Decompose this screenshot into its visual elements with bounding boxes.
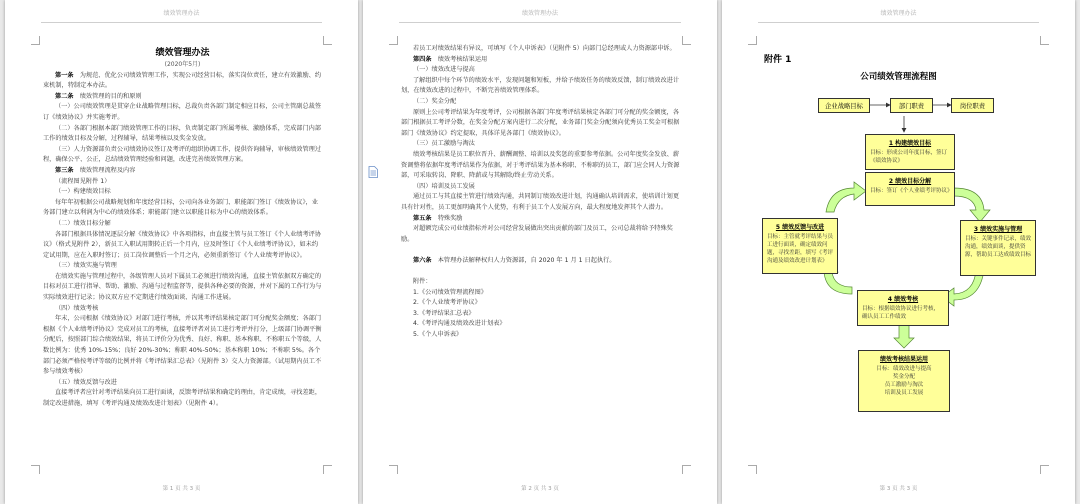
flow-step-4 — [857, 290, 949, 326]
clause-number: 第一条 — [55, 71, 74, 79]
paragraph: （三）员工激励与淘汰 — [413, 140, 475, 148]
step-title: 绩效考核结果运用 — [879, 356, 928, 363]
flow-step-3 — [960, 220, 1036, 276]
clause-heading — [401, 55, 681, 66]
paragraph: （二）绩效目标分解 — [55, 219, 111, 227]
paragraph: 对超额完成公司业绩指标并对公司经营发展做出突出贡献的部门及员工，公司总裁将给予特殊奖励。 — [401, 225, 673, 243]
paragraph: 绩效考核结果是员工职位晋升、薪酬调整、培训以及奖惩的重要参考依据。公司年度奖金发放、薪资调整将依据年度考评结果作为依据，对于考评结果为基本称职、不称职的员工，部门应会同人力资源部，可采取转岗、降职、降薪或与其解除/终止劳动关系。 — [401, 150, 680, 180]
page-body — [43, 46, 322, 410]
clause-text: 为规范、优化公司绩效管理工作，实现公司经营目标，落实岗位责任，建立有效激励、约束机制，特制定本办法。 — [43, 71, 322, 90]
step-desc: 目标：关键事件记录，绩效沟通，绩效面谈，提供资源，帮助员工达成绩效目标 — [965, 236, 1032, 258]
paragraph: （三）绩效实施与管理 — [55, 262, 117, 270]
clause-text: 特殊奖励 — [437, 214, 463, 222]
paragraph: 直接考评者应针对考评结果向员工进行面谈，反馈考评结果和确定的理由，肯定成绩，寻找差距，制定改进措施，填写《考评沟通及绩效改进计划表》（见附件 4）。 — [43, 389, 322, 407]
clause-text: 本管理办法解释权归人力资源部，自 2020 年 1 月 1 日起执行。 — [437, 256, 616, 264]
paragraph: 通过员工与其直接主管进行绩效沟通，共同制订绩效改进计划，沟通确认培训需求，使培训计划更具有针对性，员工更加明确其个人优势，有利于员工个人发展方向，最大程度地发挥其个人潜力。 — [401, 193, 680, 211]
step-desc: 目标：主管就考评结果与员工进行面谈，确定绩效问题，寻找差距，填写《考评沟通及绩效改进计划表》 — [767, 234, 834, 264]
flow-step-result — [858, 350, 950, 412]
step-title: 4 绩效考核 — [887, 296, 919, 303]
clause-number: 第五条 — [413, 214, 432, 222]
paragraph: 原则上公司考评结果为年度考评，公司根据各部门年度考评结果核定各部门可分配的奖金额度，各部门根据员工考评分数，在奖金分配方案内进行二次分配，业务部门奖金分配须向优秀员工奖金可根据部门《绩效协议》约定提取，具体详见各部门《绩效协议》。 — [401, 108, 680, 137]
paragraph: （流程图见附件 1） — [55, 177, 111, 185]
page-footer: 第 1 页 共 3 页 — [162, 486, 201, 492]
paragraph: 3.《考评结果汇总表》 — [413, 309, 475, 317]
clause-heading — [43, 71, 322, 92]
corner-mark — [682, 36, 691, 45]
page-header: 绩效管理办法 — [880, 10, 917, 17]
page-body — [401, 44, 681, 341]
blank-line — [401, 245, 681, 256]
step-title: 3 绩效实施与管理 — [973, 226, 1023, 233]
corner-mark — [323, 36, 332, 45]
paragraph: 1.《公司绩效管理流程图》 — [413, 288, 487, 296]
paragraph: （一）绩效改进与提高 — [413, 66, 475, 74]
clause-text: 绩效管理流程及内容 — [79, 166, 136, 174]
clause-heading — [43, 92, 322, 103]
paragraph: （一）公司绩效管理是贯穿企业战略管理目标，总裁负责各部门制定相应目标，公司主管副总裁签订《绩效协议》并实施考评。 — [43, 103, 322, 121]
paragraph: 附件： — [413, 278, 432, 286]
flow-box-dept-duty: 部门职责 — [890, 98, 933, 113]
page-footer: 第 3 页 共 3 页 — [879, 486, 918, 492]
clause-heading — [401, 256, 681, 267]
header-rule — [399, 22, 681, 23]
paragraph: （一）构建绩效目标 — [55, 188, 111, 196]
paragraph: 5.《个人申诉表》 — [413, 331, 463, 339]
blank-line — [401, 266, 681, 277]
clause-text: 绩效管理的目的和原则 — [79, 92, 142, 100]
paragraph: （四）培训及员工发展 — [413, 182, 475, 190]
flow-title: 公司绩效管理流程图 — [860, 72, 937, 82]
step-desc: 目标：签订《个人业绩考评协议》 — [870, 188, 953, 194]
green-arrow — [826, 182, 866, 212]
document-date: (2020年5月) — [164, 61, 201, 68]
document-title: 绩效管理办法 — [155, 48, 210, 58]
step-desc: 目标：形成公司年度目标，签订《绩效协议》 — [870, 150, 948, 164]
flow-box-strategy: 企业战略目标 — [818, 98, 870, 113]
attachment-label: 附件 1 — [764, 55, 792, 65]
clause-number: 第三条 — [55, 166, 74, 174]
document-icon[interactable] — [368, 166, 378, 178]
paragraph: 在绩效实施与管理过程中，各级管理人员对下属员工必须进行绩效沟通，直接主管依据双方确定的目标对员工进行指导、帮助、激励、沟通与过程监督等，提供各种必要的资源，并对下属的工作行为与实际绩效进行记录；协议双方应不定期进行绩效面谈、沟通工作进展。 — [43, 272, 322, 302]
clause-number: 第二条 — [55, 92, 74, 100]
paragraph: （三）人力资源部负责公司绩效协议签订及考评的组织协调工作，提供咨询辅导，审核绩效管理过程，确保公平、公正，总结绩效管理经验和问题，改进完善绩效管理方案。 — [43, 145, 322, 164]
document-page-3 — [722, 0, 1075, 504]
page-footer: 第 2 页 共 3 页 — [521, 486, 559, 492]
corner-mark — [31, 465, 40, 474]
paragraph: 年末，公司根据《绩效协议》对部门进行考核，并以其考评结果核定部门可分配奖金额度；各部门根据《个人业绩考评协议》完成对员工的考核，直接考评者对员工进行考评并打分，上级部门协调平衡分配后，按照部门综合绩效结果，将员工评价分为优秀、良好、称职、基本称职、不称职五个等级，人数比例为：优秀 10%-15%；良好 20%-30%；称职 40%-50%；基本称职 10%；不称职 5%。各个部门必须严格按考评等级的比例并将《考评结果汇总表》（见附件 3）交人力资源部。（试用期内员工不参与绩效考核） — [43, 315, 322, 376]
paragraph: 4.《考评沟通及绩效改进计划表》 — [413, 320, 506, 328]
corner-mark — [31, 36, 40, 45]
step-title: 2 绩效目标分解 — [888, 178, 932, 185]
step-title: 5 绩效反馈与改进 — [775, 224, 825, 231]
header-rule — [41, 22, 322, 23]
clause-text: 绩效考核结果运用 — [437, 55, 488, 63]
paragraph: （二）奖金分配 — [413, 97, 457, 105]
page-header: 绩效管理办法 — [163, 10, 200, 17]
corner-mark — [682, 465, 691, 474]
paragraph: 2.《个人业绩考评协议》 — [413, 299, 481, 307]
paragraph: 每年年初根据公司战略规划和年度经营目标，公司向各业务部门、职能部门签订《绩效协议》，业务部门建立以利润为中心的绩效体系；职能部门建立以职能目标为中心的绩效体系。 — [43, 198, 318, 217]
flow-step-2 — [865, 172, 955, 206]
document-page-2 — [363, 0, 717, 504]
clause-number: 第四条 — [413, 55, 432, 63]
corner-mark — [389, 36, 398, 45]
corner-mark — [323, 465, 332, 474]
document-page-1 — [5, 0, 358, 504]
step-title: 1 构建绩效目标 — [888, 140, 932, 147]
step-desc: 目标：绩效改进与提高 奖金分配 员工激励与淘汰 培训及员工发展 — [876, 366, 932, 396]
paragraph: （五）绩效反馈与改进 — [55, 378, 117, 386]
green-arrow — [954, 188, 990, 222]
paragraph: （二）各部门根据本部门绩效管理工作的目标，负责制定部门所属考核、激励体系，完成部门内部工作的绩效目标及分解，过程辅导，结果考核以及奖金发放。 — [43, 124, 322, 143]
page-header: 绩效管理办法 — [521, 10, 558, 17]
corner-mark — [389, 465, 398, 474]
clause-number: 第六条 — [413, 256, 432, 264]
clause-heading — [401, 214, 681, 225]
paragraph: 各部门根据具体情况逐层分解《绩效协议》中各项指标，由直接主管与员工签订《个人业绩考评协议》（格式见附件 2），新员工入职试用期转正后一个月内，应及时签订《个人业绩考评协议》，如未约定试用期，应在入职时签订；员工岗位调整后一个月之内，必须重新签订《个人业绩考评协议》。 — [43, 230, 322, 259]
flow-step-1 — [865, 134, 955, 170]
step-desc: 目标：根据绩效协议进行考核，确认员工工作绩效 — [862, 306, 940, 320]
flow-step-5 — [762, 218, 838, 274]
paragraph: 若员工对绩效结果有异议，可填写《个人申诉表》（见附件 5）向部门总经理或人力资源部申诉。 — [413, 45, 676, 52]
clause-heading — [43, 166, 322, 177]
flow-box-post-duty: 岗位职责 — [951, 98, 994, 113]
paragraph: （四）绩效考核 — [55, 304, 99, 312]
paragraph: 了解组织中每个环节的绩效水平，发现问题和短板，并给予绩效任务的绩效反馈，制订绩效改进计划，在绩效改进的过程中，不断完善绩效管理体系。 — [401, 76, 680, 95]
